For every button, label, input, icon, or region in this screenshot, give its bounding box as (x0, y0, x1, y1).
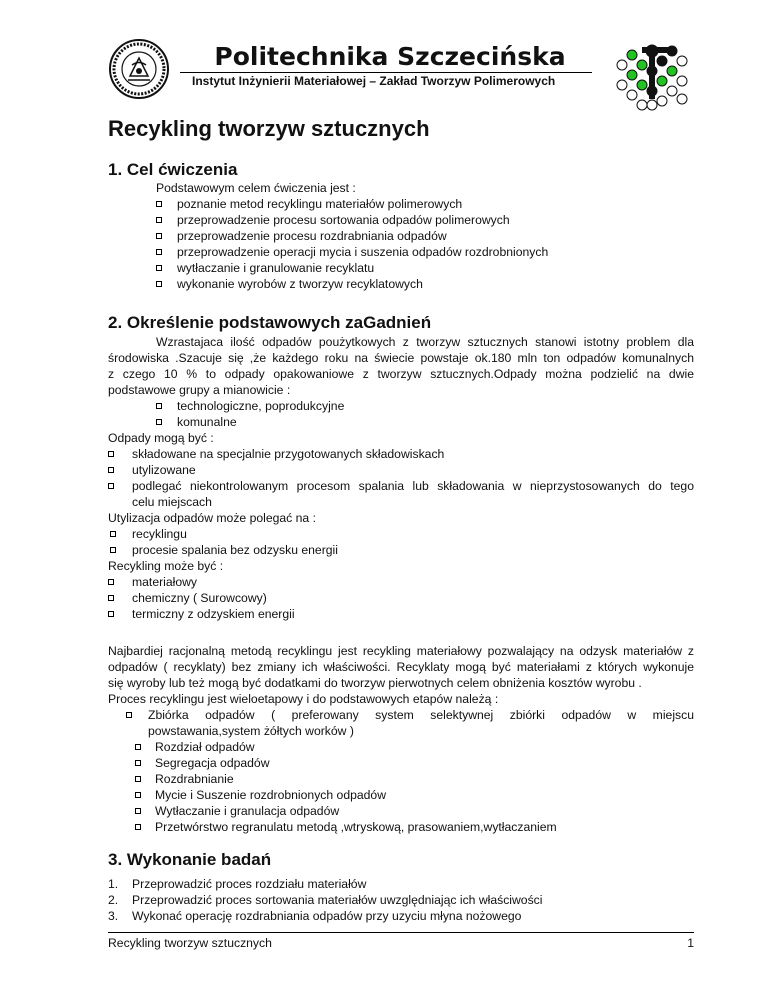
list-item: Segregacja odpadów (155, 756, 270, 770)
list-item: recyklingu (132, 527, 187, 541)
list-item-continuation: powstawania,system żółtych worków ) (148, 724, 354, 738)
paragraph-line: się wyroby lub też mogą być dodatkami do tworzyw pierwotnych celem obniżenia kosztów wyrobu . (108, 676, 642, 690)
list-item: komunalne (177, 415, 237, 429)
checkbox-bullet-icon (135, 808, 141, 814)
checkbox-bullet-icon (108, 483, 114, 489)
list-item: chemiczny ( Surowcowy) (132, 591, 267, 605)
paragraph-line: środowiska .Szacuje się ,że każdego roku na świecie powstaje ok.180 mln ton odpadów komunalnych (108, 351, 694, 365)
checkbox-bullet-icon (135, 824, 141, 830)
document-title: Recykling tworzyw sztucznych (108, 116, 430, 141)
university-name: Politechnika Szczecińska (214, 42, 566, 71)
checkbox-bullet-icon (126, 712, 132, 718)
checkbox-bullet-icon (135, 760, 141, 766)
list-item: Rozdział odpadów (155, 740, 255, 754)
checkbox-bullet-icon (135, 744, 141, 750)
page-number: 1 (687, 936, 694, 950)
checkbox-bullet-icon (156, 281, 162, 287)
list-item: przeprowadzenie operacji mycia i suszenia odpadów rozdrobnionych (177, 245, 549, 259)
department-molecule-logo (612, 41, 694, 113)
step-text: Przeprowadzić proces rozdziału materiałów (132, 877, 367, 891)
list-item: podlegać niekontrolowanym procesom spalania lub składowania w nieprzystosowanych do tego (132, 479, 694, 493)
list-item: Przetwórstwo regranulatu metodą ,wtryskową, prasowaniem,wytłaczaniem (155, 820, 557, 834)
checkbox-bullet-icon (156, 265, 162, 271)
step-text: Wykonać operację rozdrabniania odpadów przy uzyciu młyna nożowego (132, 909, 522, 923)
list-item: wykonanie wyrobów z tworzyw recyklatowych (177, 277, 423, 291)
list-item: materiałowy (132, 575, 198, 589)
checkbox-bullet-icon (156, 249, 162, 255)
section-3-heading: 3. Wykonanie badań (108, 850, 272, 869)
checkbox-bullet-icon (156, 201, 162, 207)
paragraph-line: odpadów ( recyklaty) bez zmiany ich właściwości. Recyklaty mogą być materiałami z których wykonuje (108, 660, 694, 674)
list-item: przeprowadzenie procesu sortowania odpadów polimerowych (177, 213, 510, 227)
checkbox-bullet-icon (108, 579, 114, 585)
step-text: Przeprowadzić proces sortowania materiałów uwzględniając ich właściwości (132, 893, 543, 907)
waste-intro: Odpady mogą być : (108, 431, 214, 445)
list-item-continuation: celu miejscach (132, 495, 212, 509)
institute-name: Instytut Inżynierii Materiałowej – Zakład Tworzyw Polimerowych (192, 74, 556, 88)
paragraph-line: Wzrastajaca ilość odpadów poużytkowych z tworzyw sztucznych stanowi istotny problem dla (156, 335, 694, 349)
checkbox-bullet-icon (156, 403, 162, 409)
utilization-intro: Utylizacja odpadów może polegać na : (108, 511, 316, 525)
checkbox-bullet-icon (108, 595, 114, 601)
checkbox-bullet-icon (156, 419, 162, 425)
list-item: utylizowane (132, 463, 196, 477)
checkbox-bullet-icon (108, 467, 114, 473)
paragraph-line: Proces recyklingu jest wieloetapowy i do podstawowych etapów należą : (108, 692, 499, 706)
paragraph-line: z czego 10 % to odpady opakowaniowe z tworzyw sztucznych.Odpady można podzielić na dwie (108, 367, 694, 381)
header-divider (180, 72, 592, 73)
section-1-intro: Podstawowym celem ćwiczenia jest : (156, 181, 356, 195)
list-item: technologiczne, poprodukcyjne (177, 399, 345, 413)
list-item: Wytłaczanie i granulacja odpadów (155, 804, 340, 818)
list-item: wytłaczanie i granulowanie recyklatu (177, 261, 375, 275)
checkbox-bullet-icon (135, 776, 141, 782)
footer-title: Recykling tworzyw sztucznych (108, 936, 272, 950)
checkbox-bullet-icon (108, 451, 114, 457)
university-seal-logo (108, 38, 170, 100)
step-number: 2. (108, 893, 119, 907)
paragraph-line: podstawowe grupy a mianowicie : (108, 383, 291, 397)
list-item: przeprowadzenie procesu rozdrabniania odpadów (177, 229, 447, 243)
list-item: procesie spalania bez odzysku energii (132, 543, 338, 557)
list-item: Mycie i Suszenie rozdrobnionych odpadów (155, 788, 387, 802)
paragraph-line: Najbardiej racjonalną metodą recyklingu jest recykling materiałowy pozwalający na odzysk materiałów z (108, 644, 694, 658)
list-item: składowane na specjalnie przygotowanych składowiskach (132, 447, 445, 461)
list-item: termiczny z odzyskiem energii (132, 607, 295, 621)
list-item: Zbiórka odpadów ( preferowany system selektywnej zbiórki odpadów w miejscu (148, 708, 694, 722)
checkbox-bullet-icon (135, 792, 141, 798)
recycling-intro: Recykling może być : (108, 559, 224, 573)
checkbox-bullet-icon (108, 611, 114, 617)
section-1-heading: 1. Cel ćwiczenia (108, 160, 238, 179)
checkbox-bullet-icon (156, 233, 162, 239)
list-item: poznanie metod recyklingu materiałów polimerowych (177, 197, 463, 211)
checkbox-bullet-icon (156, 217, 162, 223)
list-item: Rozdrabnianie (155, 772, 234, 786)
checkbox-bullet-icon (110, 531, 116, 537)
step-number: 1. (108, 877, 119, 891)
section-2-heading: 2. Określenie podstawowych zaGadnień (108, 313, 432, 332)
step-number: 3. (108, 909, 119, 923)
footer-divider (108, 932, 694, 933)
checkbox-bullet-icon (110, 547, 116, 553)
